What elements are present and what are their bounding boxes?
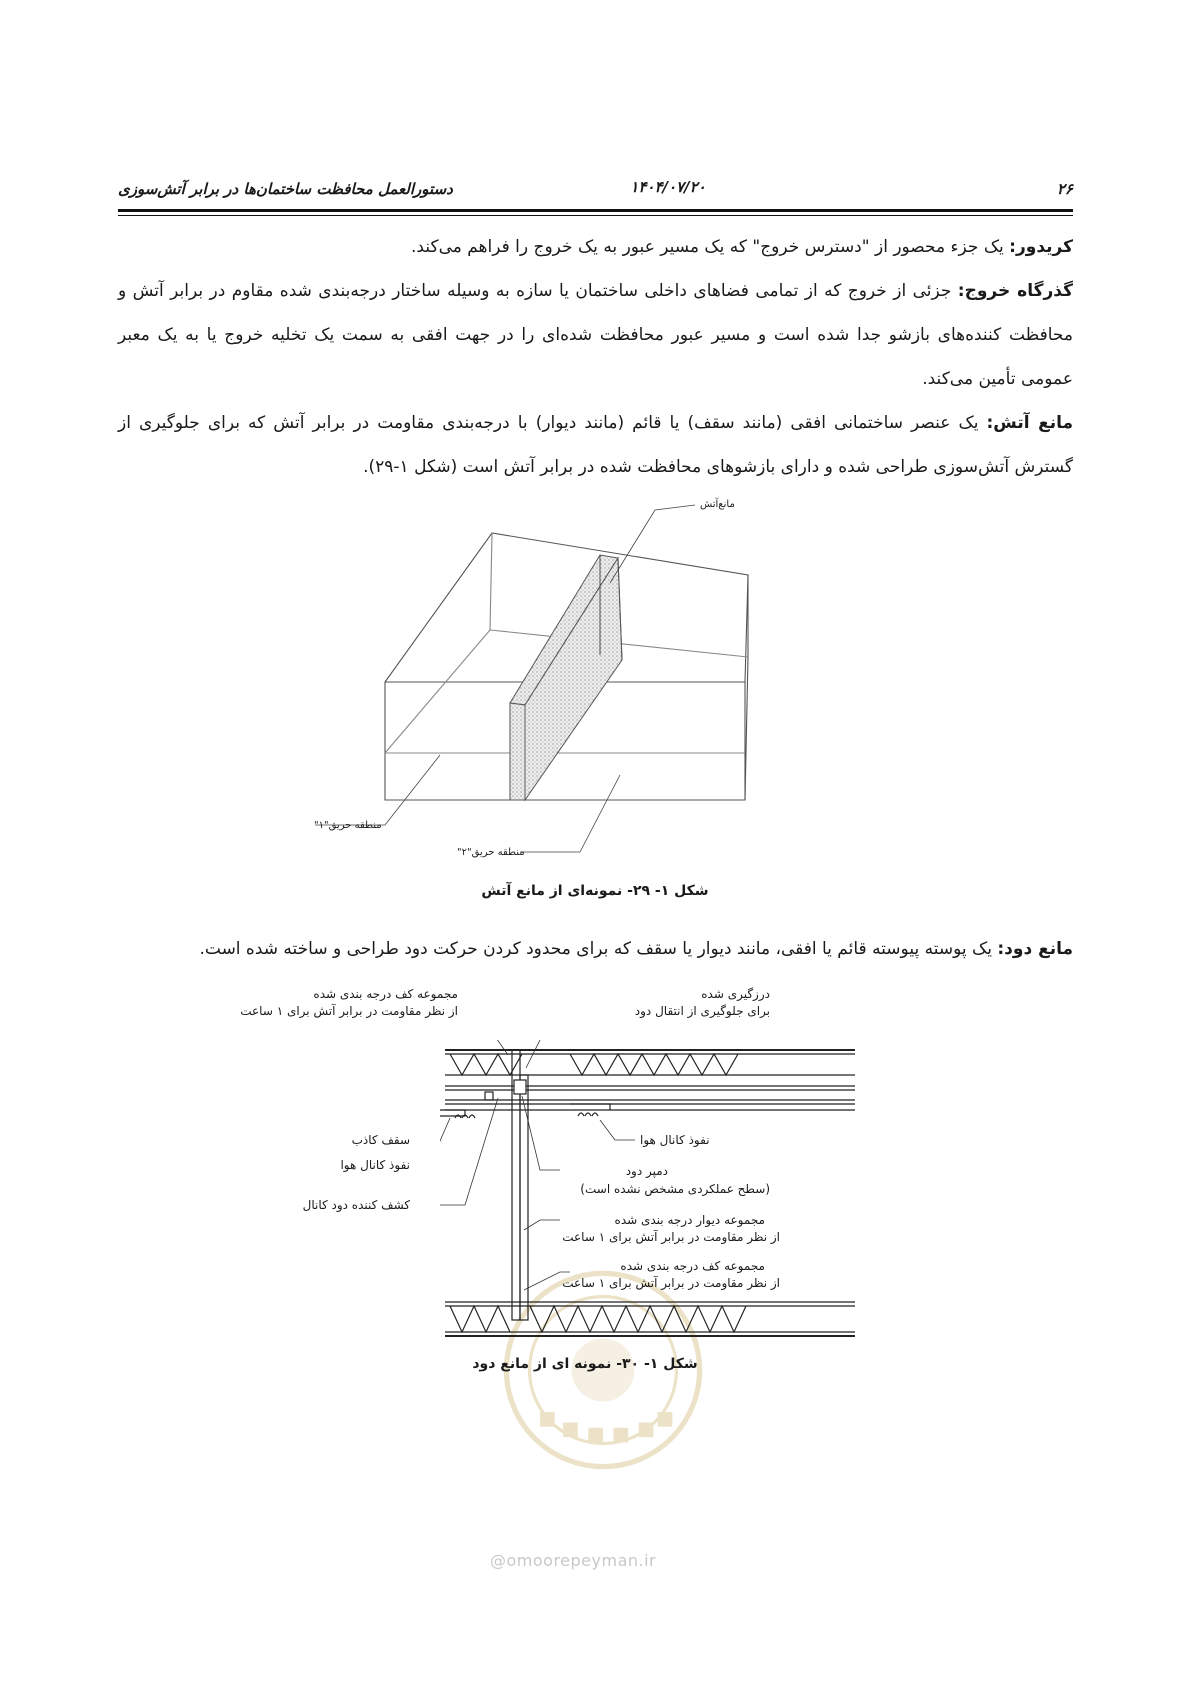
label-fire-barrier: مانع‌آتش xyxy=(700,499,735,510)
definition-fire-barrier xyxy=(118,401,1073,489)
label-smoke-damper-2: (سطح عملکردی مشخص نشده است) xyxy=(580,1182,770,1196)
term-smoke-barrier: مانع دود: xyxy=(997,939,1073,959)
label-fire-zone-2: منطقه حریق"۲" xyxy=(457,847,525,858)
label-fire-zone-1: منطقه حریق"۱" xyxy=(314,820,382,831)
label-smoke-damper-1: دمپر دود xyxy=(625,1164,668,1178)
term-fire-barrier: مانع آتش: xyxy=(986,413,1073,433)
label-floor-top-1: مجموعه کف درجه بندی شده xyxy=(313,987,458,1001)
figure-30-caption: شکل ۱- ۳۰- نمونه ای از مانع دود xyxy=(472,1356,698,1372)
label-sealed-2: برای جلوگیری از انتقال دود xyxy=(634,1004,770,1018)
definitions-block xyxy=(118,225,1073,489)
text-exit-passageway: جزئی از خروج که از تمامی فضاهای داخلی ساختمان یا سازه به وسیله ساختار درجه‌بندی شده مقاوم در برابر آتش و محافظت کننده‌های بازشو جدا شده است و مسیر عبور محافظت شده‌ای را در جهت افقی به سمت یک تخلیه خروج یا به یک معبر عمومی تأمین می‌کند. xyxy=(118,281,1073,389)
header-title: دستورالعمل محافظت ساختمان‌ها در برابر آتش‌سوزی xyxy=(118,180,453,198)
page-number: ۲۶ xyxy=(1056,180,1073,198)
header-date: ۱۴۰۴/۰۷/۲۰ xyxy=(630,178,706,196)
label-sealed-1: درزگیری شده xyxy=(701,987,770,1001)
figure-29-caption: شکل ۱- ۲۹- نمونه‌ای از مانع آتش xyxy=(481,883,709,899)
text-smoke-barrier: یک پوسته پیوسته قائم یا افقی، مانند دیوار یا سقف که برای محدود کردن حرکت دود طراحی و ساخته شده است. xyxy=(199,939,998,959)
page-header xyxy=(118,178,1073,208)
label-wall-assembly-2: از نظر مقاومت در برابر آتش برای ۱ ساعت xyxy=(562,1230,780,1244)
definition-exit-passageway xyxy=(118,269,1073,401)
text-corridor: یک جزء محصور از "دسترس خروج" که یک مسیر عبور به یک خروج را فراهم می‌کند. xyxy=(411,237,1010,257)
label-duct-penetration-left: نفوذ کانال هوا xyxy=(340,1158,410,1172)
header-rule-thick xyxy=(118,209,1073,212)
label-floor-bottom-2: از نظر مقاومت در برابر آتش برای ۱ ساعت xyxy=(562,1276,780,1290)
definition-smoke-barrier xyxy=(118,927,1073,971)
label-wall-assembly-1: مجموعه دیوار درجه بندی شده xyxy=(614,1213,765,1227)
label-suspended-ceiling: سقف کاذب xyxy=(351,1133,410,1147)
label-floor-bottom-1: مجموعه کف درجه بندی شده xyxy=(620,1259,765,1273)
term-corridor: کریدور: xyxy=(1009,237,1073,257)
label-duct-smoke-detector: کشف کننده دود کانال xyxy=(302,1198,410,1212)
term-exit-passageway: گذرگاه خروج: xyxy=(957,281,1073,301)
fire-barrier-diagram xyxy=(300,495,820,865)
watermark-url: @omoorepeyman.ir xyxy=(490,1551,657,1570)
header-rule-thin xyxy=(118,215,1073,216)
label-floor-top-2: از نظر مقاومت در برابر آتش برای ۱ ساعت xyxy=(240,1004,458,1018)
smoke-barrier-diagram xyxy=(440,1040,860,1355)
label-duct-penetration-right: نفوذ کانال هوا xyxy=(640,1133,710,1147)
text-fire-barrier: یک عنصر ساختمانی افقی (مانند سقف) یا قائم (مانند دیوار) با درجه‌بندی مقاومت در برابر آتش که برای جلوگیری از گسترش آتش‌سوزی طراحی شده و دارای بازشوهای محافظت شده در برابر آتش است (شکل ۱-۲۹). xyxy=(118,413,1073,477)
definition-corridor xyxy=(118,225,1073,269)
